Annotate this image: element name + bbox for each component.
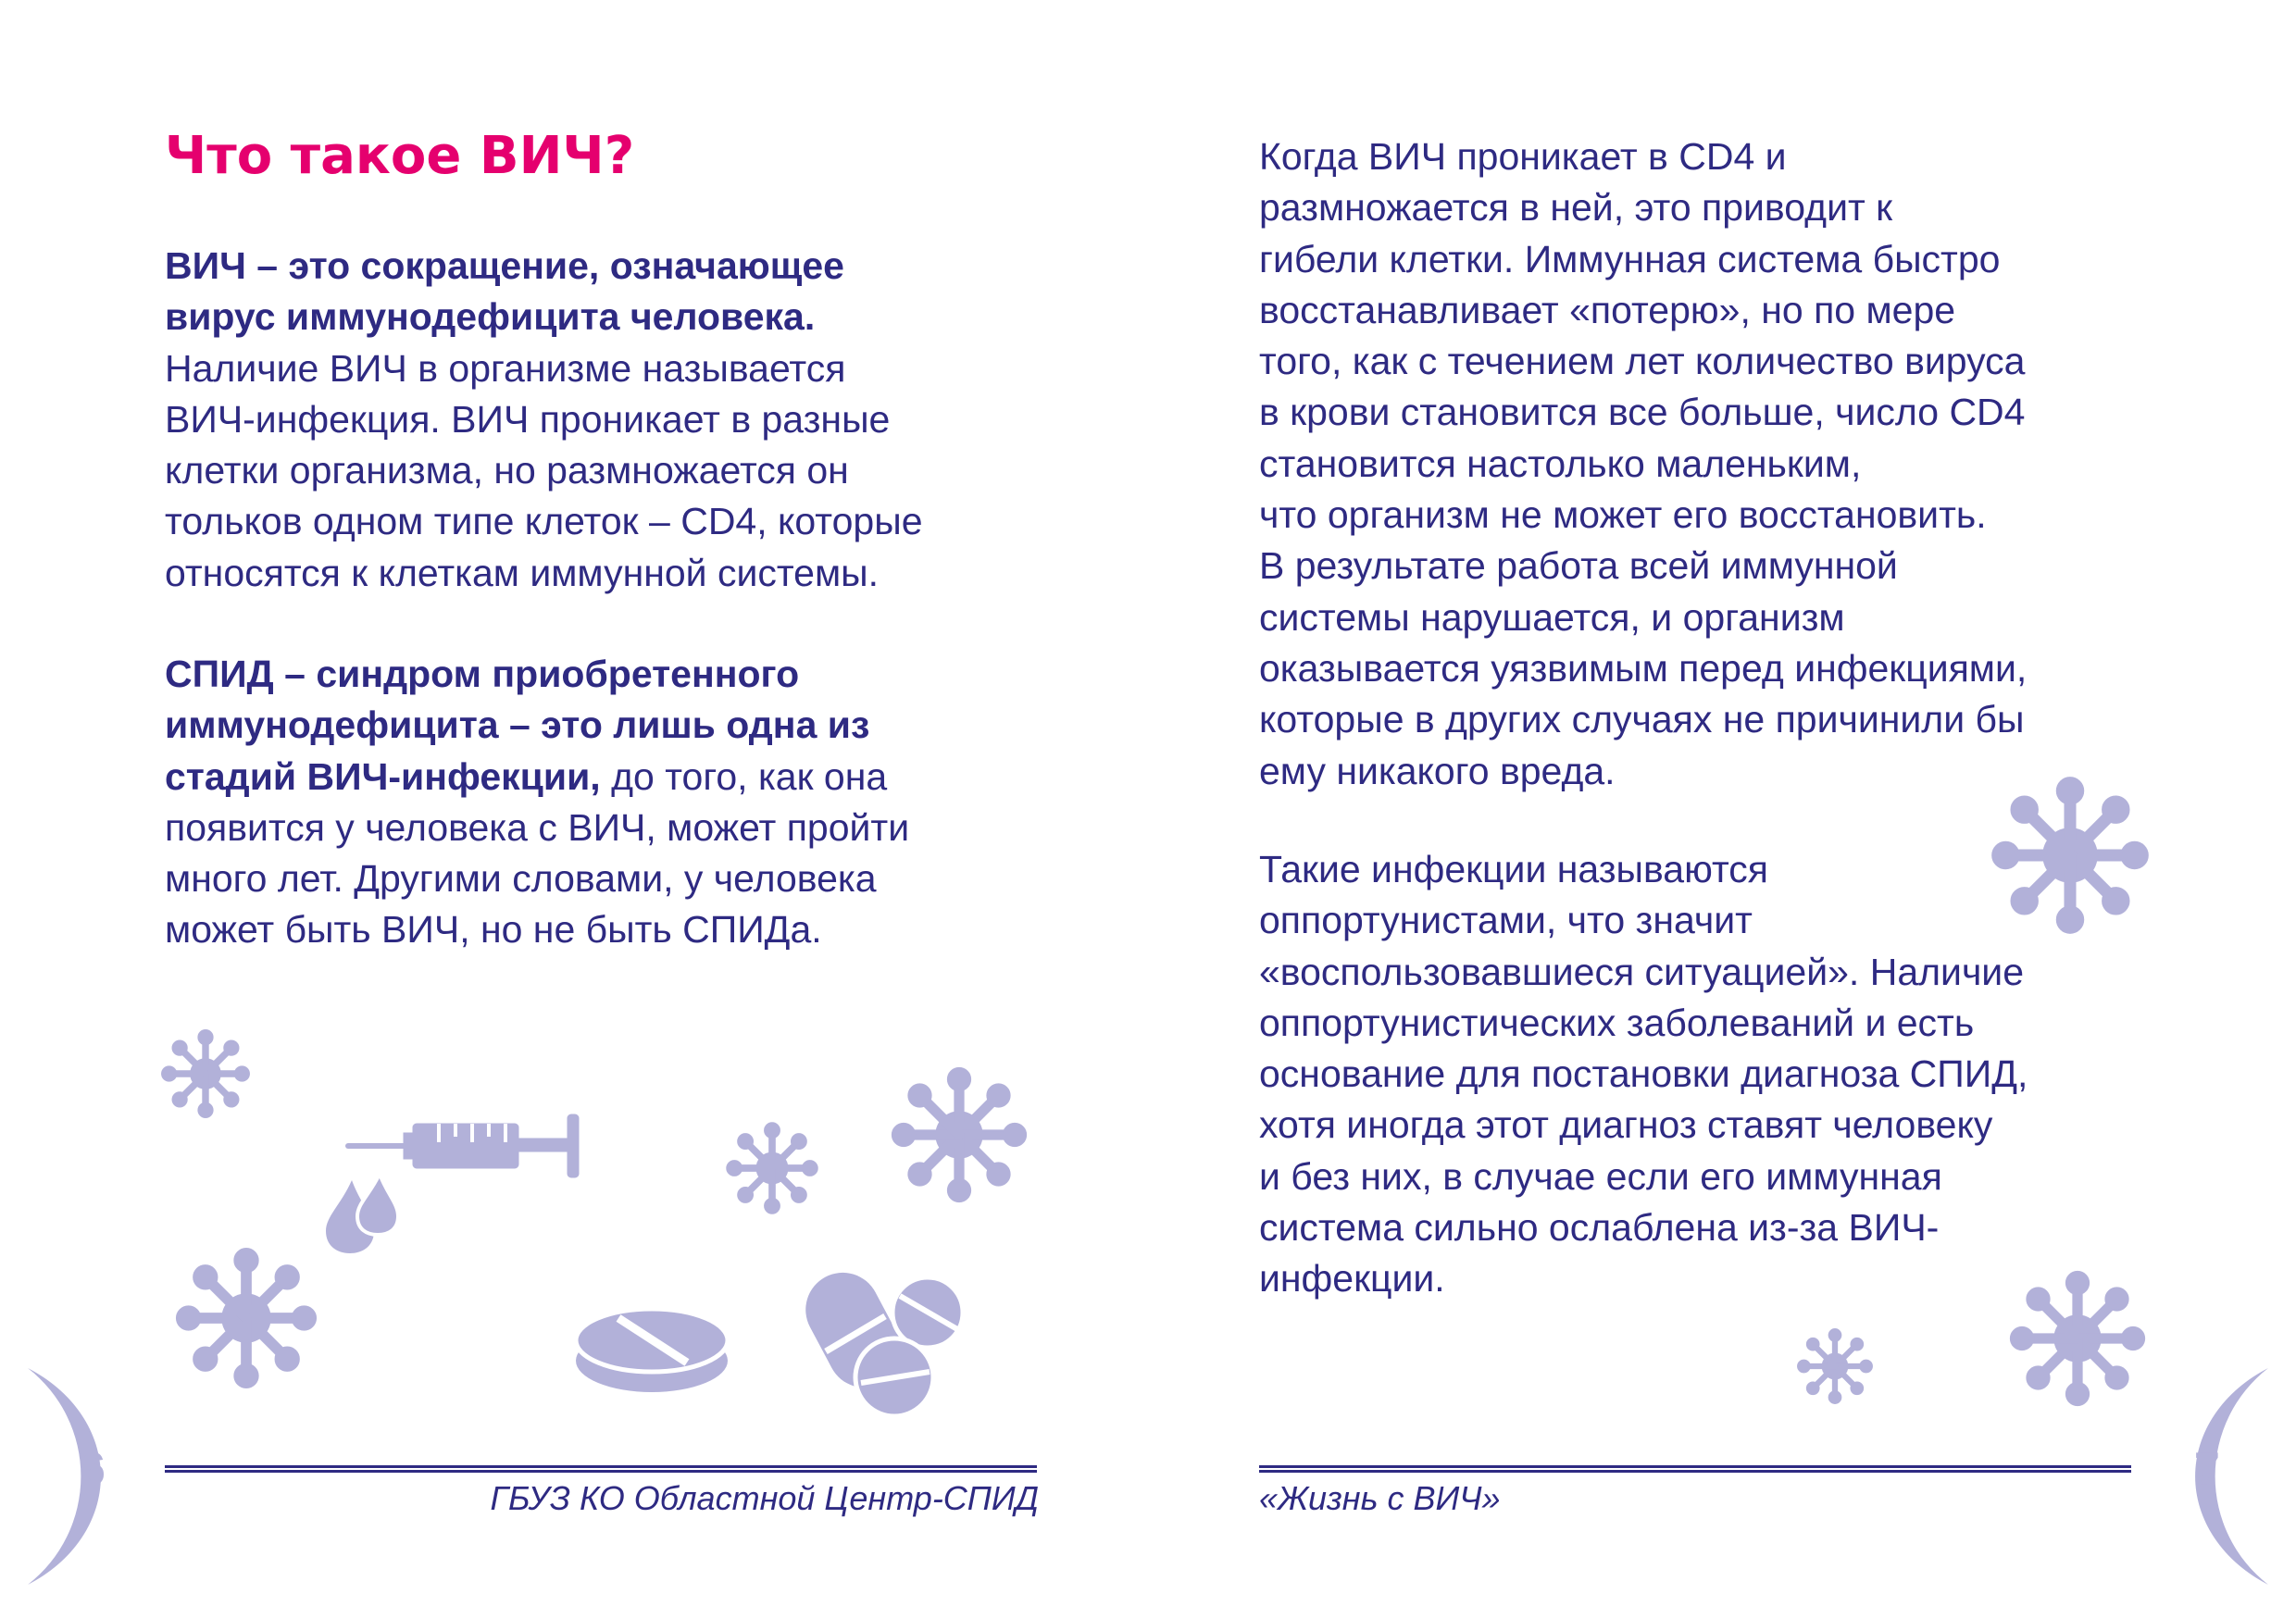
- capsule-icon: [792, 1260, 963, 1416]
- text-line: того, как с течением лет количество вируса: [1259, 340, 2026, 383]
- paragraph-immune-damage: [1259, 131, 2027, 797]
- footer-rule: [1259, 1465, 2131, 1473]
- text-line: Когда ВИЧ проникает в CD4 и: [1259, 135, 1787, 178]
- paragraph-opportunistic-infections: [1259, 844, 2028, 1305]
- text-line: тольков одном типе клеток – CD4, которые: [165, 500, 923, 543]
- text-line: Такие инфекции называются: [1259, 848, 1768, 890]
- bold-line: иммунодефицита – это лишь одна из: [165, 703, 870, 747]
- bold-line: ВИЧ – это сокращение, означающее: [165, 244, 844, 287]
- bold-inline: стадий ВИЧ-инфекции,: [165, 754, 601, 798]
- text-line: ему никакого вреда.: [1259, 749, 1616, 792]
- text-line: «воспользовавшиеся ситуацией». Наличие: [1259, 950, 2025, 993]
- text-line: появится у человека с ВИЧ, может пройти: [165, 805, 910, 849]
- text-line: клетки организма, но размножается он: [165, 449, 849, 492]
- paragraph-hiv-definition: [165, 241, 923, 599]
- inline-rest: до того, как она: [600, 754, 888, 798]
- text-line: которые в других случаях не причинили бы: [1259, 698, 2025, 741]
- page-number: 6: [80, 1443, 106, 1495]
- page-number: 7: [2194, 1443, 2220, 1495]
- text-line: и без них, в случае если его иммунная: [1259, 1154, 1942, 1198]
- page-title: Что такое ВИЧ?: [165, 126, 635, 186]
- text-line: гибели клетки. Иммунная система быстро: [1259, 237, 2001, 280]
- paragraph-aids-definition: [165, 649, 909, 956]
- text-line: системы нарушается, и организм: [1259, 595, 1845, 639]
- text-line: основание для постановки диагноза СПИД,: [1259, 1052, 2028, 1096]
- text-line: В результате работа всей иммунной: [1259, 544, 1898, 588]
- text-line: в крови становится все больше, число CD4: [1259, 391, 2026, 434]
- virus-icon: [161, 1029, 249, 1117]
- text-line: относятся к клеткам иммунной системы.: [165, 551, 880, 594]
- virus-icon: [1797, 1328, 1872, 1403]
- virus-icon: [727, 1123, 818, 1214]
- text-line: что организм не может его восстановить.: [1259, 493, 1987, 537]
- virus-icon: [2011, 1272, 2145, 1406]
- text-line: размножается в ней, это приводит к: [1259, 186, 1893, 230]
- right-page: [1148, 0, 2296, 1618]
- virus-icon: [177, 1249, 317, 1388]
- mixed-line: [165, 752, 909, 803]
- text-line: оказывается уязвимым перед инфекциями,: [1259, 646, 2028, 690]
- footer-text: ГБУЗ КО Областной Центр-СПИД: [490, 1479, 1039, 1517]
- text-line: оппортунистических заболеваний и есть: [1259, 1001, 1975, 1044]
- text-line: Наличие ВИЧ в организме называется: [165, 346, 846, 390]
- text-line: система сильно ослаблена из-за ВИЧ-: [1259, 1206, 1940, 1250]
- syringe-icon: [348, 1114, 579, 1177]
- text-line: восстанавливает «потерю», но по мере: [1259, 288, 1956, 331]
- drops-icon: [326, 1174, 398, 1253]
- text-line: становится настолько маленьким,: [1259, 442, 1862, 485]
- virus-icon: [892, 1068, 1027, 1202]
- bold-line: СПИД – синдром приобретенного: [165, 653, 800, 695]
- text-line: хотя иногда этот диагноз ставят человеку: [1259, 1103, 1993, 1147]
- footer-rule: [165, 1465, 1037, 1473]
- text-line: ВИЧ-инфекция. ВИЧ проникает в разные: [165, 397, 891, 441]
- pill-icon: [576, 1309, 728, 1392]
- text-line: оппортунистами, что значит: [1259, 899, 1753, 942]
- text-line: может быть ВИЧ, но не быть СПИДа.: [165, 908, 822, 952]
- text-line: много лет. Другими словами, у человека: [165, 857, 877, 901]
- bold-line: вирус иммунодефицита человека.: [165, 295, 816, 339]
- text-line: инфекции.: [1259, 1257, 1445, 1301]
- footer-text: «Жизнь с ВИЧ»: [1259, 1479, 1501, 1517]
